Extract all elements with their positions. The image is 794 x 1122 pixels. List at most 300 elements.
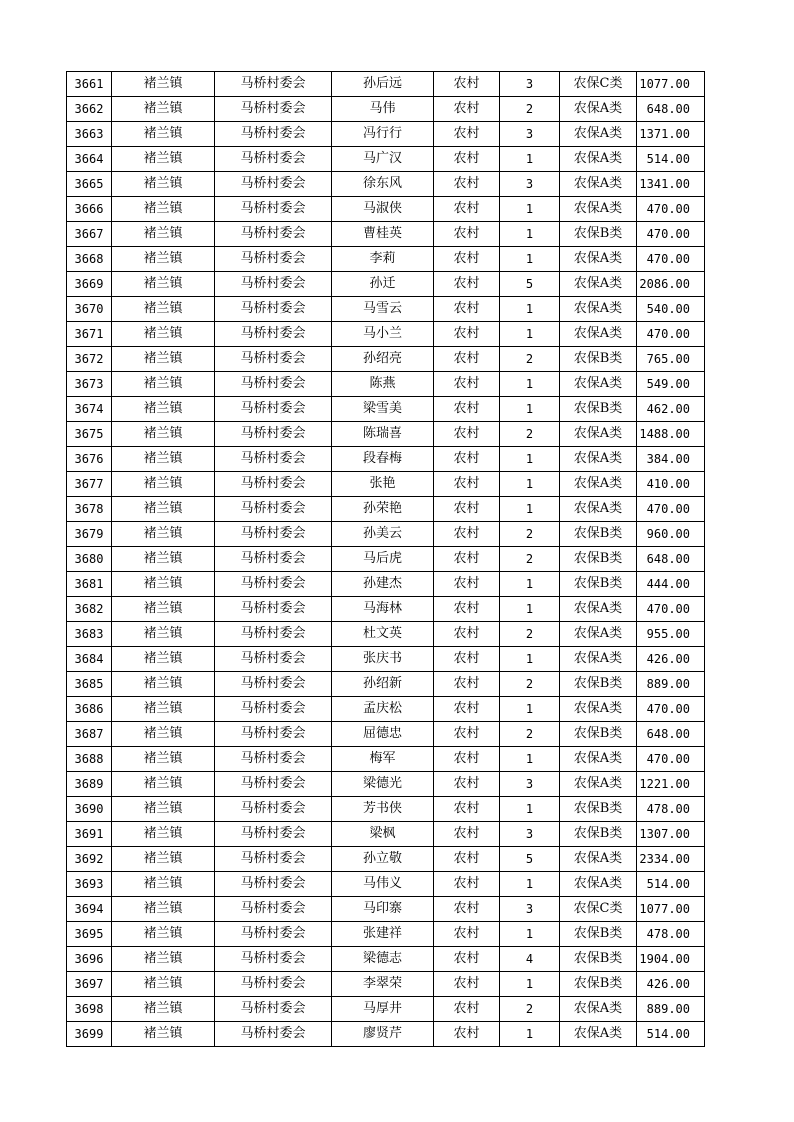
cell-row-number: 3681 xyxy=(67,572,112,597)
cell-amount: 2086.00 xyxy=(637,272,705,297)
cell-household-head-name: 梅军 xyxy=(332,747,434,772)
cell-row-number: 3699 xyxy=(67,1022,112,1047)
cell-household-head-name: 段春梅 xyxy=(332,447,434,472)
cell-row-number: 3684 xyxy=(67,647,112,672)
cell-household-type: 农村 xyxy=(434,172,500,197)
cell-row-number: 3683 xyxy=(67,622,112,647)
table-row xyxy=(67,547,705,572)
cell-insurance-category: 农保A类 xyxy=(560,97,637,122)
cell-row-number: 3669 xyxy=(67,272,112,297)
cell-village-committee: 马桥村委会 xyxy=(215,172,332,197)
cell-row-number: 3690 xyxy=(67,797,112,822)
cell-household-type: 农村 xyxy=(434,997,500,1022)
cell-household-type: 农村 xyxy=(434,672,500,697)
cell-insurance-category: 农保A类 xyxy=(560,247,637,272)
cell-household-type: 农村 xyxy=(434,897,500,922)
cell-row-number: 3692 xyxy=(67,847,112,872)
table-row xyxy=(67,422,705,447)
cell-insurance-category: 农保B类 xyxy=(560,947,637,972)
cell-insurance-category: 农保B类 xyxy=(560,922,637,947)
cell-household-head-name: 马雪云 xyxy=(332,297,434,322)
cell-household-type: 农村 xyxy=(434,547,500,572)
cell-household-head-name: 廖贤芹 xyxy=(332,1022,434,1047)
cell-household-head-name: 马厚井 xyxy=(332,997,434,1022)
cell-insurance-category: 农保A类 xyxy=(560,597,637,622)
cell-row-number: 3686 xyxy=(67,697,112,722)
cell-village-committee: 马桥村委会 xyxy=(215,247,332,272)
cell-insurance-category: 农保B类 xyxy=(560,397,637,422)
cell-amount: 462.00 xyxy=(637,397,705,422)
cell-household-type: 农村 xyxy=(434,647,500,672)
cell-amount: 384.00 xyxy=(637,447,705,472)
table-row xyxy=(67,722,705,747)
cell-row-number: 3698 xyxy=(67,997,112,1022)
cell-household-head-name: 孙绍亮 xyxy=(332,347,434,372)
cell-household-size: 1 xyxy=(500,472,560,497)
cell-town: 褚兰镇 xyxy=(112,472,215,497)
cell-household-type: 农村 xyxy=(434,697,500,722)
cell-town: 褚兰镇 xyxy=(112,422,215,447)
cell-household-head-name: 孙迁 xyxy=(332,272,434,297)
cell-household-head-name: 马伟义 xyxy=(332,872,434,897)
cell-village-committee: 马桥村委会 xyxy=(215,897,332,922)
cell-village-committee: 马桥村委会 xyxy=(215,822,332,847)
cell-row-number: 3689 xyxy=(67,772,112,797)
cell-household-head-name: 冯行行 xyxy=(332,122,434,147)
cell-village-committee: 马桥村委会 xyxy=(215,372,332,397)
cell-household-type: 农村 xyxy=(434,222,500,247)
cell-insurance-category: 农保A类 xyxy=(560,497,637,522)
cell-insurance-category: 农保B类 xyxy=(560,222,637,247)
cell-amount: 765.00 xyxy=(637,347,705,372)
cell-amount: 470.00 xyxy=(637,597,705,622)
cell-insurance-category: 农保A类 xyxy=(560,197,637,222)
cell-household-type: 农村 xyxy=(434,397,500,422)
cell-household-size: 3 xyxy=(500,772,560,797)
cell-village-committee: 马桥村委会 xyxy=(215,222,332,247)
cell-household-head-name: 陈瑞喜 xyxy=(332,422,434,447)
cell-household-type: 农村 xyxy=(434,522,500,547)
cell-town: 褚兰镇 xyxy=(112,322,215,347)
table-row xyxy=(67,447,705,472)
cell-village-committee: 马桥村委会 xyxy=(215,272,332,297)
cell-household-head-name: 梁枫 xyxy=(332,822,434,847)
cell-insurance-category: 农保B类 xyxy=(560,672,637,697)
cell-town: 褚兰镇 xyxy=(112,97,215,122)
cell-amount: 478.00 xyxy=(637,922,705,947)
cell-household-head-name: 张艳 xyxy=(332,472,434,497)
cell-insurance-category: 农保A类 xyxy=(560,1022,637,1047)
cell-household-size: 1 xyxy=(500,372,560,397)
cell-amount: 1341.00 xyxy=(637,172,705,197)
table-row xyxy=(67,697,705,722)
table-row xyxy=(67,897,705,922)
cell-row-number: 3693 xyxy=(67,872,112,897)
table-row xyxy=(67,847,705,872)
cell-household-type: 农村 xyxy=(434,847,500,872)
table-row xyxy=(67,372,705,397)
cell-town: 褚兰镇 xyxy=(112,772,215,797)
cell-village-committee: 马桥村委会 xyxy=(215,72,332,97)
cell-amount: 514.00 xyxy=(637,147,705,172)
cell-household-type: 农村 xyxy=(434,497,500,522)
cell-household-head-name: 马后虎 xyxy=(332,547,434,572)
cell-town: 褚兰镇 xyxy=(112,947,215,972)
cell-town: 褚兰镇 xyxy=(112,122,215,147)
cell-town: 褚兰镇 xyxy=(112,597,215,622)
cell-town: 褚兰镇 xyxy=(112,272,215,297)
cell-row-number: 3688 xyxy=(67,747,112,772)
table-row xyxy=(67,647,705,672)
cell-town: 褚兰镇 xyxy=(112,697,215,722)
cell-town: 褚兰镇 xyxy=(112,347,215,372)
cell-household-size: 1 xyxy=(500,797,560,822)
cell-household-size: 2 xyxy=(500,547,560,572)
cell-household-head-name: 马小兰 xyxy=(332,322,434,347)
cell-row-number: 3682 xyxy=(67,597,112,622)
cell-insurance-category: 农保B类 xyxy=(560,797,637,822)
table-row xyxy=(67,597,705,622)
cell-household-size: 3 xyxy=(500,172,560,197)
table-row xyxy=(67,947,705,972)
cell-insurance-category: 农保B类 xyxy=(560,822,637,847)
cell-village-committee: 马桥村委会 xyxy=(215,122,332,147)
cell-household-size: 1 xyxy=(500,222,560,247)
cell-household-type: 农村 xyxy=(434,597,500,622)
cell-town: 褚兰镇 xyxy=(112,797,215,822)
cell-row-number: 3675 xyxy=(67,422,112,447)
cell-village-committee: 马桥村委会 xyxy=(215,747,332,772)
cell-village-committee: 马桥村委会 xyxy=(215,772,332,797)
cell-row-number: 3696 xyxy=(67,947,112,972)
table-row xyxy=(67,472,705,497)
cell-amount: 549.00 xyxy=(637,372,705,397)
table-row xyxy=(67,822,705,847)
cell-town: 褚兰镇 xyxy=(112,147,215,172)
cell-village-committee: 马桥村委会 xyxy=(215,397,332,422)
cell-village-committee: 马桥村委会 xyxy=(215,597,332,622)
cell-town: 褚兰镇 xyxy=(112,897,215,922)
cell-row-number: 3667 xyxy=(67,222,112,247)
cell-insurance-category: 农保A类 xyxy=(560,472,637,497)
cell-town: 褚兰镇 xyxy=(112,297,215,322)
cell-row-number: 3670 xyxy=(67,297,112,322)
cell-row-number: 3677 xyxy=(67,472,112,497)
cell-village-committee: 马桥村委会 xyxy=(215,197,332,222)
cell-household-size: 5 xyxy=(500,272,560,297)
cell-household-type: 农村 xyxy=(434,122,500,147)
cell-household-head-name: 孙建杰 xyxy=(332,572,434,597)
cell-household-type: 农村 xyxy=(434,472,500,497)
cell-village-committee: 马桥村委会 xyxy=(215,472,332,497)
cell-town: 褚兰镇 xyxy=(112,872,215,897)
cell-row-number: 3680 xyxy=(67,547,112,572)
cell-household-size: 3 xyxy=(500,822,560,847)
table-row xyxy=(67,672,705,697)
cell-household-size: 1 xyxy=(500,322,560,347)
cell-household-type: 农村 xyxy=(434,372,500,397)
cell-town: 褚兰镇 xyxy=(112,1022,215,1047)
cell-insurance-category: 农保A类 xyxy=(560,372,637,397)
cell-insurance-category: 农保A类 xyxy=(560,697,637,722)
table-row xyxy=(67,297,705,322)
cell-household-head-name: 马淑侠 xyxy=(332,197,434,222)
table-row xyxy=(67,272,705,297)
cell-amount: 470.00 xyxy=(637,747,705,772)
cell-insurance-category: 农保B类 xyxy=(560,347,637,372)
cell-household-size: 1 xyxy=(500,447,560,472)
cell-household-head-name: 孙绍新 xyxy=(332,672,434,697)
cell-town: 褚兰镇 xyxy=(112,722,215,747)
cell-amount: 444.00 xyxy=(637,572,705,597)
cell-household-size: 1 xyxy=(500,397,560,422)
table-row xyxy=(67,497,705,522)
cell-household-type: 农村 xyxy=(434,97,500,122)
cell-town: 褚兰镇 xyxy=(112,647,215,672)
cell-row-number: 3663 xyxy=(67,122,112,147)
cell-household-type: 农村 xyxy=(434,622,500,647)
cell-town: 褚兰镇 xyxy=(112,922,215,947)
cell-town: 褚兰镇 xyxy=(112,397,215,422)
cell-insurance-category: 农保A类 xyxy=(560,772,637,797)
cell-household-size: 1 xyxy=(500,572,560,597)
cell-insurance-category: 农保B类 xyxy=(560,522,637,547)
cell-household-head-name: 杜文英 xyxy=(332,622,434,647)
cell-village-committee: 马桥村委会 xyxy=(215,622,332,647)
cell-amount: 1307.00 xyxy=(637,822,705,847)
cell-household-type: 农村 xyxy=(434,797,500,822)
cell-household-type: 农村 xyxy=(434,322,500,347)
cell-village-committee: 马桥村委会 xyxy=(215,322,332,347)
cell-row-number: 3691 xyxy=(67,822,112,847)
cell-household-size: 2 xyxy=(500,622,560,647)
cell-household-size: 1 xyxy=(500,697,560,722)
cell-household-size: 3 xyxy=(500,72,560,97)
cell-household-type: 农村 xyxy=(434,972,500,997)
cell-village-committee: 马桥村委会 xyxy=(215,522,332,547)
cell-insurance-category: 农保A类 xyxy=(560,847,637,872)
cell-household-head-name: 李莉 xyxy=(332,247,434,272)
cell-household-size: 1 xyxy=(500,972,560,997)
cell-household-head-name: 徐东风 xyxy=(332,172,434,197)
cell-household-type: 农村 xyxy=(434,772,500,797)
cell-household-type: 农村 xyxy=(434,922,500,947)
cell-village-committee: 马桥村委会 xyxy=(215,872,332,897)
cell-village-committee: 马桥村委会 xyxy=(215,297,332,322)
table-row xyxy=(67,972,705,997)
cell-household-size: 1 xyxy=(500,147,560,172)
cell-amount: 1077.00 xyxy=(637,897,705,922)
cell-insurance-category: 农保A类 xyxy=(560,297,637,322)
table-row xyxy=(67,622,705,647)
cell-town: 褚兰镇 xyxy=(112,622,215,647)
cell-village-committee: 马桥村委会 xyxy=(215,972,332,997)
cell-row-number: 3674 xyxy=(67,397,112,422)
cell-household-size: 1 xyxy=(500,297,560,322)
table-row xyxy=(67,747,705,772)
cell-household-size: 1 xyxy=(500,647,560,672)
cell-household-size: 3 xyxy=(500,897,560,922)
cell-household-size: 2 xyxy=(500,347,560,372)
cell-household-size: 3 xyxy=(500,122,560,147)
cell-household-size: 1 xyxy=(500,497,560,522)
cell-village-committee: 马桥村委会 xyxy=(215,1022,332,1047)
cell-village-committee: 马桥村委会 xyxy=(215,672,332,697)
cell-row-number: 3695 xyxy=(67,922,112,947)
cell-household-size: 1 xyxy=(500,247,560,272)
table-row xyxy=(67,772,705,797)
assistance-table xyxy=(66,71,705,1047)
table-row xyxy=(67,572,705,597)
cell-village-committee: 马桥村委会 xyxy=(215,347,332,372)
cell-row-number: 3662 xyxy=(67,97,112,122)
cell-household-type: 农村 xyxy=(434,1022,500,1047)
cell-town: 褚兰镇 xyxy=(112,997,215,1022)
cell-insurance-category: 农保A类 xyxy=(560,747,637,772)
cell-town: 褚兰镇 xyxy=(112,747,215,772)
table-row xyxy=(67,247,705,272)
cell-household-type: 农村 xyxy=(434,72,500,97)
table-row xyxy=(67,522,705,547)
cell-household-head-name: 张庆书 xyxy=(332,647,434,672)
cell-town: 褚兰镇 xyxy=(112,247,215,272)
cell-village-committee: 马桥村委会 xyxy=(215,697,332,722)
cell-household-type: 农村 xyxy=(434,872,500,897)
cell-household-head-name: 李翠荣 xyxy=(332,972,434,997)
cell-household-size: 4 xyxy=(500,947,560,972)
cell-row-number: 3678 xyxy=(67,497,112,522)
table-row xyxy=(67,222,705,247)
cell-village-committee: 马桥村委会 xyxy=(215,497,332,522)
table-row xyxy=(67,797,705,822)
cell-insurance-category: 农保C类 xyxy=(560,72,637,97)
cell-row-number: 3697 xyxy=(67,972,112,997)
cell-household-head-name: 孙后远 xyxy=(332,72,434,97)
cell-household-size: 1 xyxy=(500,197,560,222)
cell-town: 褚兰镇 xyxy=(112,172,215,197)
cell-town: 褚兰镇 xyxy=(112,672,215,697)
cell-amount: 470.00 xyxy=(637,697,705,722)
table-row xyxy=(67,922,705,947)
cell-amount: 410.00 xyxy=(637,472,705,497)
cell-town: 褚兰镇 xyxy=(112,547,215,572)
cell-insurance-category: 农保A类 xyxy=(560,322,637,347)
cell-amount: 470.00 xyxy=(637,497,705,522)
cell-amount: 955.00 xyxy=(637,622,705,647)
cell-insurance-category: 农保A类 xyxy=(560,422,637,447)
cell-household-head-name: 孙美云 xyxy=(332,522,434,547)
cell-amount: 470.00 xyxy=(637,222,705,247)
cell-village-committee: 马桥村委会 xyxy=(215,447,332,472)
cell-row-number: 3676 xyxy=(67,447,112,472)
cell-amount: 540.00 xyxy=(637,297,705,322)
cell-household-size: 2 xyxy=(500,422,560,447)
cell-household-head-name: 孙荣艳 xyxy=(332,497,434,522)
table-row xyxy=(67,997,705,1022)
cell-village-committee: 马桥村委会 xyxy=(215,797,332,822)
cell-town: 褚兰镇 xyxy=(112,847,215,872)
cell-household-head-name: 马印寨 xyxy=(332,897,434,922)
cell-household-type: 农村 xyxy=(434,947,500,972)
cell-household-head-name: 马广汉 xyxy=(332,147,434,172)
cell-insurance-category: 农保A类 xyxy=(560,622,637,647)
cell-row-number: 3687 xyxy=(67,722,112,747)
cell-household-head-name: 芳书侠 xyxy=(332,797,434,822)
cell-amount: 1077.00 xyxy=(637,72,705,97)
cell-village-committee: 马桥村委会 xyxy=(215,722,332,747)
cell-row-number: 3679 xyxy=(67,522,112,547)
cell-insurance-category: 农保A类 xyxy=(560,997,637,1022)
cell-insurance-category: 农保B类 xyxy=(560,972,637,997)
cell-household-size: 2 xyxy=(500,672,560,697)
cell-amount: 889.00 xyxy=(637,997,705,1022)
cell-amount: 648.00 xyxy=(637,722,705,747)
cell-household-type: 农村 xyxy=(434,572,500,597)
cell-amount: 470.00 xyxy=(637,322,705,347)
cell-insurance-category: 农保B类 xyxy=(560,722,637,747)
cell-village-committee: 马桥村委会 xyxy=(215,922,332,947)
table-row xyxy=(67,97,705,122)
cell-household-size: 1 xyxy=(500,597,560,622)
cell-household-size: 1 xyxy=(500,1022,560,1047)
cell-household-size: 2 xyxy=(500,522,560,547)
cell-household-head-name: 梁雪美 xyxy=(332,397,434,422)
cell-household-type: 农村 xyxy=(434,147,500,172)
table-row xyxy=(67,322,705,347)
cell-town: 褚兰镇 xyxy=(112,972,215,997)
cell-row-number: 3666 xyxy=(67,197,112,222)
cell-insurance-category: 农保A类 xyxy=(560,447,637,472)
cell-row-number: 3694 xyxy=(67,897,112,922)
cell-household-size: 2 xyxy=(500,97,560,122)
cell-household-head-name: 梁德光 xyxy=(332,772,434,797)
table-row xyxy=(67,172,705,197)
cell-household-size: 2 xyxy=(500,722,560,747)
cell-household-type: 农村 xyxy=(434,722,500,747)
table-row xyxy=(67,397,705,422)
cell-town: 褚兰镇 xyxy=(112,497,215,522)
cell-town: 褚兰镇 xyxy=(112,72,215,97)
cell-village-committee: 马桥村委会 xyxy=(215,997,332,1022)
cell-town: 褚兰镇 xyxy=(112,572,215,597)
cell-insurance-category: 农保B类 xyxy=(560,572,637,597)
cell-insurance-category: 农保A类 xyxy=(560,147,637,172)
cell-town: 褚兰镇 xyxy=(112,822,215,847)
cell-household-head-name: 孙立敬 xyxy=(332,847,434,872)
table-row xyxy=(67,872,705,897)
cell-household-type: 农村 xyxy=(434,822,500,847)
cell-amount: 2334.00 xyxy=(637,847,705,872)
cell-village-committee: 马桥村委会 xyxy=(215,847,332,872)
cell-village-committee: 马桥村委会 xyxy=(215,572,332,597)
cell-insurance-category: 农保A类 xyxy=(560,647,637,672)
cell-household-head-name: 梁德志 xyxy=(332,947,434,972)
cell-row-number: 3685 xyxy=(67,672,112,697)
cell-household-size: 2 xyxy=(500,997,560,1022)
cell-town: 褚兰镇 xyxy=(112,197,215,222)
cell-row-number: 3668 xyxy=(67,247,112,272)
cell-household-type: 农村 xyxy=(434,197,500,222)
cell-town: 褚兰镇 xyxy=(112,522,215,547)
table-row xyxy=(67,347,705,372)
cell-household-head-name: 马伟 xyxy=(332,97,434,122)
cell-insurance-category: 农保B类 xyxy=(560,547,637,572)
table-row xyxy=(67,1022,705,1047)
cell-town: 褚兰镇 xyxy=(112,447,215,472)
table-row xyxy=(67,147,705,172)
cell-household-size: 1 xyxy=(500,922,560,947)
cell-household-size: 5 xyxy=(500,847,560,872)
